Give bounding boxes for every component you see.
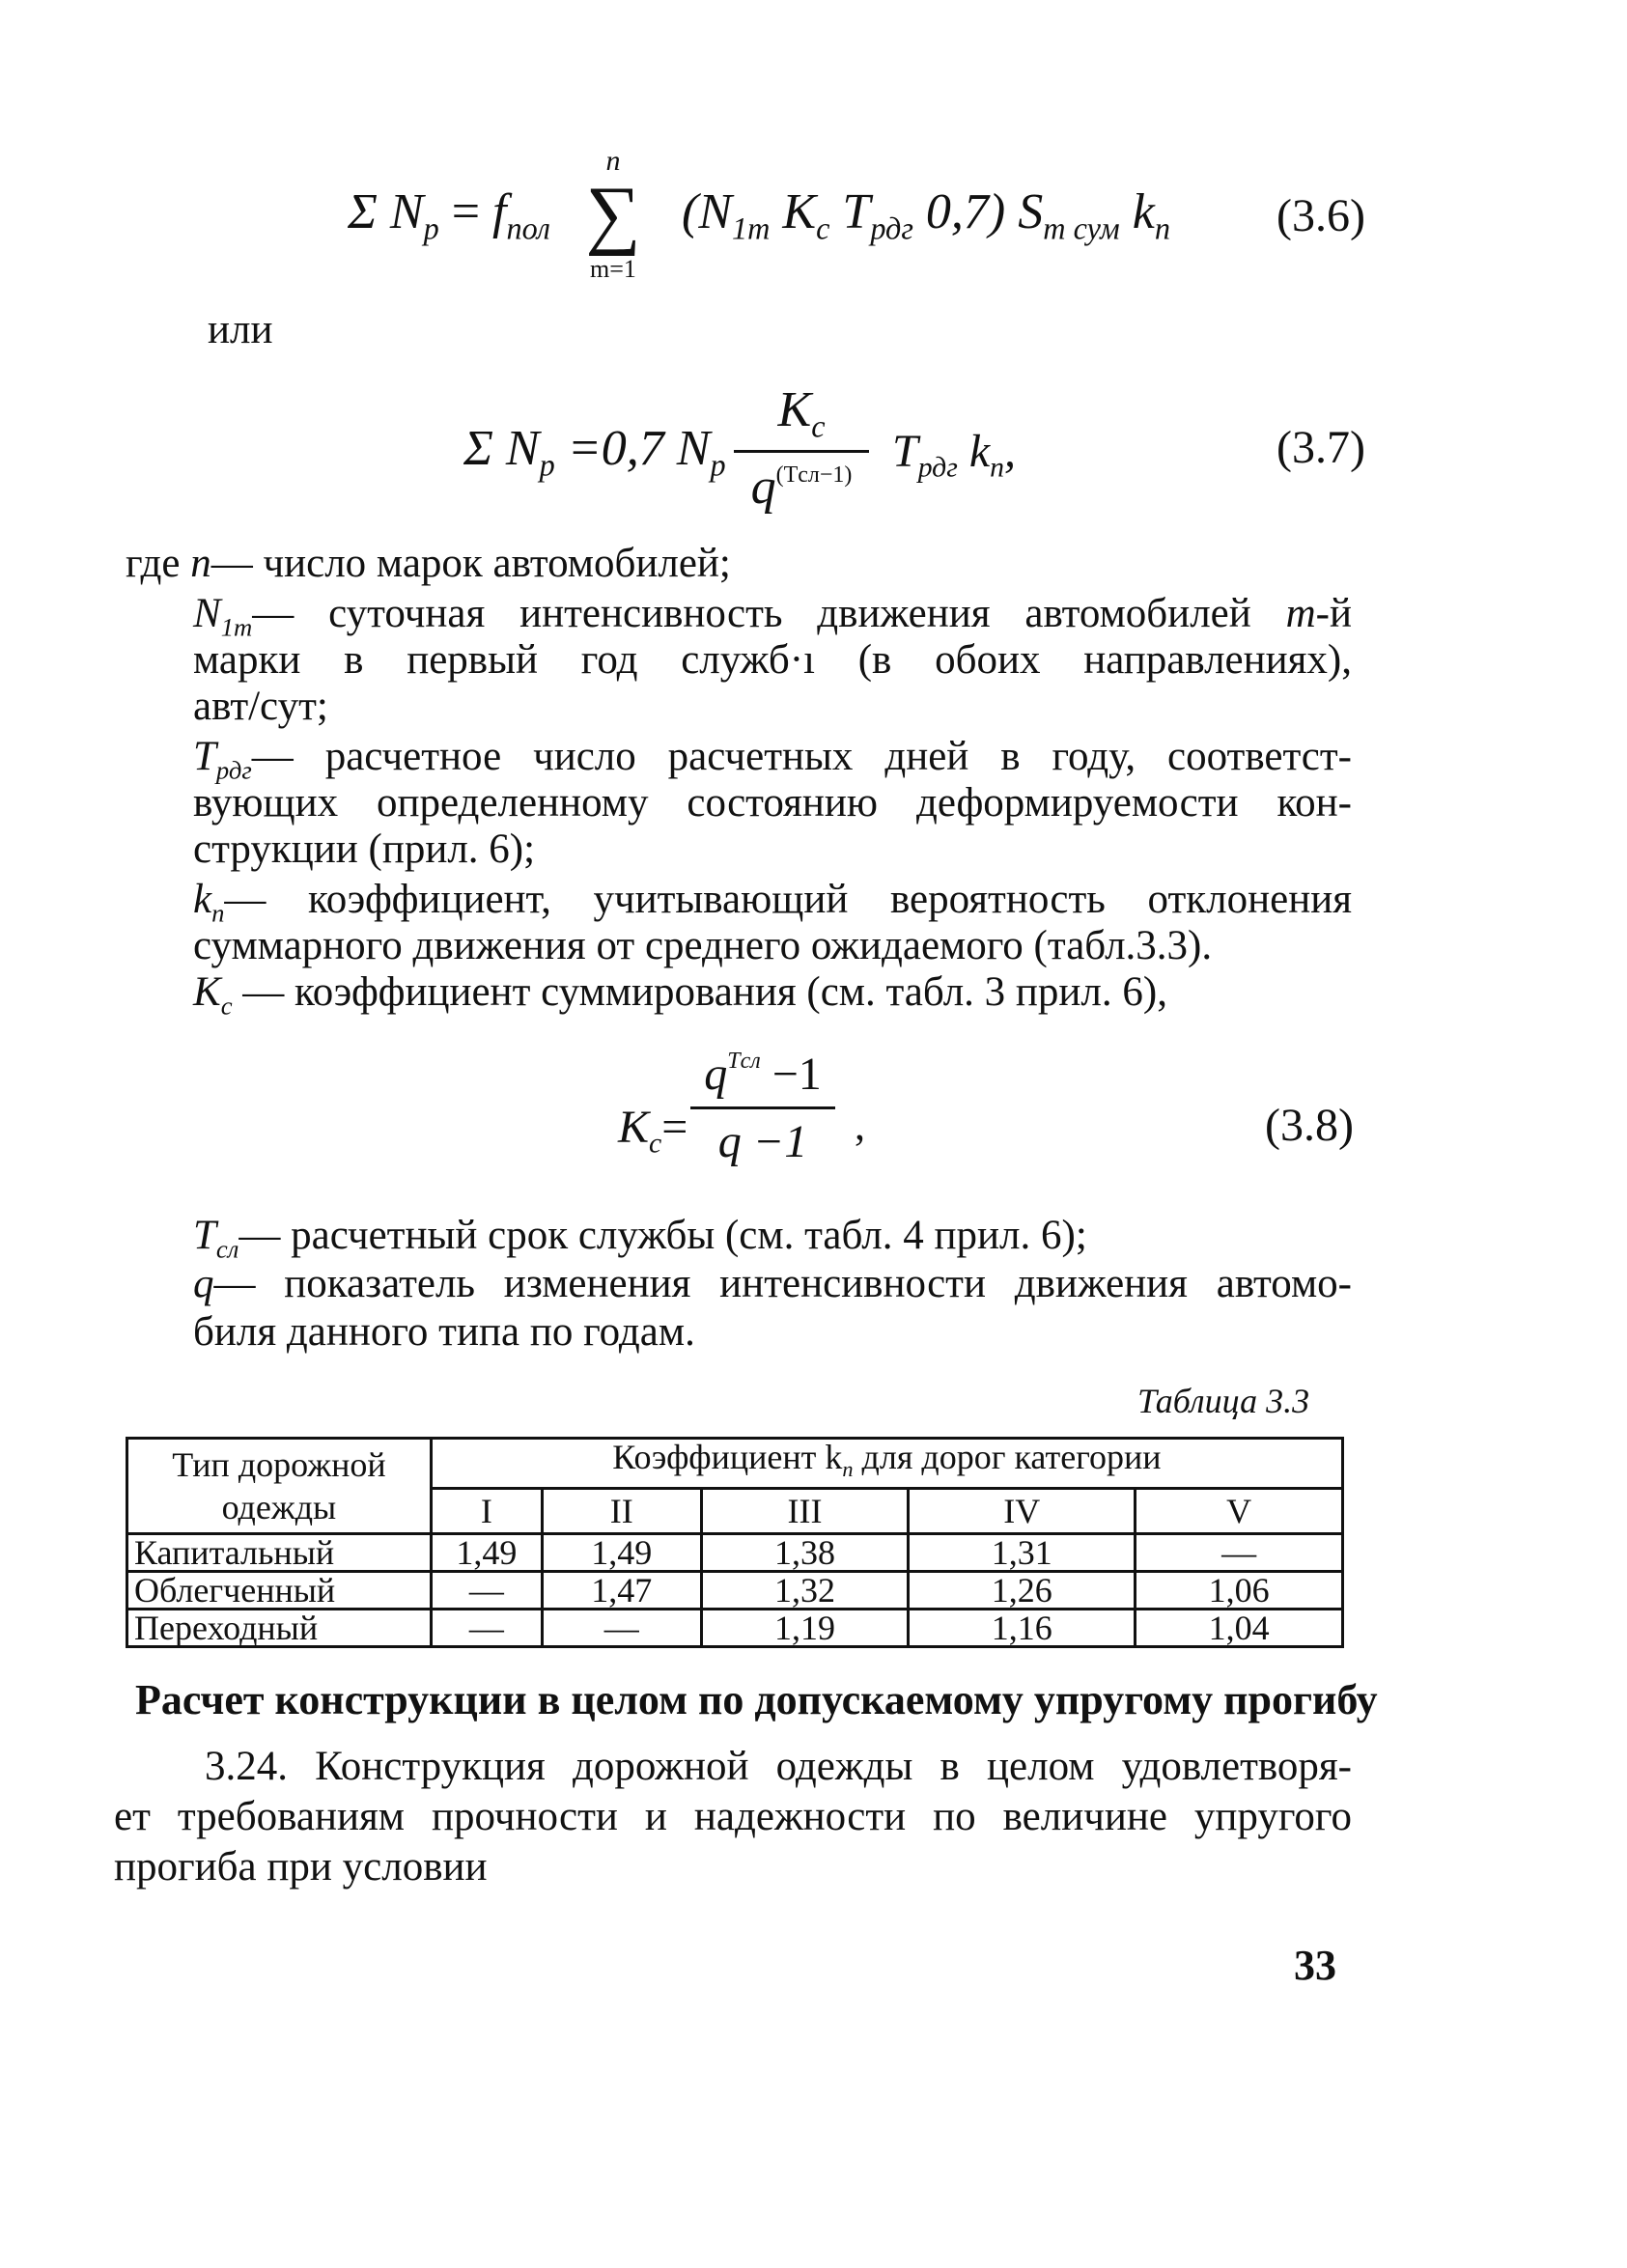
table-cell: — <box>431 1571 542 1609</box>
equation-number-3-8: (3.8) <box>1265 1100 1354 1151</box>
def-N1m-line3: авт/сут; <box>193 684 328 729</box>
def-Tsl: $T_{сл}—$ расчетный срок службы (см. табл. 4 прил. 6); <box>193 1213 1087 1264</box>
table-row <box>127 1571 1343 1609</box>
def-n: где n— число марок автомобилей; <box>126 541 731 586</box>
formula-3-6-eq: = <box>438 184 493 239</box>
def-Kc: $K_c$ — коэффициент суммирования (см. табл. 3 прил. 6), <box>193 969 1167 1021</box>
or-text: или <box>208 307 273 352</box>
def-kn-line2: суммарного движения от среднего ожидаемого (табл.3.3). <box>193 923 1213 968</box>
formula-3-6-body: ($N_{1m}$ $K_c$ $T_{рдг}$ 0,7) $S_{m сум}$ $k_n$ <box>682 184 1170 246</box>
sigma-icon: ∑ <box>585 172 641 257</box>
table-header-row <box>127 1439 1343 1489</box>
table-header-cat: II <box>542 1488 701 1533</box>
table-header-type: Тип дорожной одежды <box>127 1439 432 1534</box>
paragraph-3-24-line3: прогиба при условии <box>114 1844 488 1890</box>
sum-upper-limit: n <box>605 145 621 177</box>
table-header-cat: IV <box>909 1488 1136 1533</box>
table-cell: 1,26 <box>909 1571 1136 1609</box>
page-number: 33 <box>1294 1942 1336 1989</box>
table-row <box>127 1609 1343 1646</box>
equation-number-3-6: (3.6) <box>1276 190 1365 241</box>
coefficient-table <box>126 1437 1344 1648</box>
formula-3-7-tail: $T_{рдг}$ $k_n$, <box>892 426 1017 484</box>
table-cell: 1,38 <box>701 1533 909 1571</box>
table-header-cat: V <box>1136 1488 1343 1533</box>
table-cell: 1,16 <box>909 1609 1136 1646</box>
def-N1m-line2: марки в первый год служб·ı (в обоих направлениях), <box>193 637 1352 683</box>
table-cell-type: Переходный <box>127 1609 432 1646</box>
formula-3-7-fraction: $K_c$ $q^{(Tсл-1)}$ <box>734 381 869 516</box>
table-cell: 1,06 <box>1136 1571 1343 1609</box>
table-cell: — <box>542 1609 701 1646</box>
table-cell: 1,31 <box>909 1533 1136 1571</box>
table-header-cat: I <box>431 1488 542 1533</box>
table-cell: — <box>1136 1533 1343 1571</box>
formula-3-6 <box>348 145 1170 283</box>
def-N1m-line1: $N_{1m}—$ суточная интенсивность движения автомобилей m-й <box>193 591 1352 642</box>
table-row <box>127 1533 1343 1571</box>
formula-3-6-lhs: Σ $N_p$ <box>348 184 439 246</box>
table-cell-type: Облегченный <box>127 1571 432 1609</box>
formula-3-7: Σ $N_p =0,7$ $N_p$ <box>463 421 726 483</box>
table-cell: 1,19 <box>701 1609 909 1646</box>
table-cell: — <box>431 1609 542 1646</box>
def-q-line1: q— показатель изменения интенсивности движения автомо- <box>193 1261 1352 1306</box>
table-header-group: Коэффициент $k_n$ для дорог категории <box>431 1439 1342 1489</box>
table-cell-type: Капитальный <box>127 1533 432 1571</box>
table-header-cat: III <box>701 1488 909 1533</box>
summation-sign <box>570 145 657 284</box>
def-Trdg-line1: $T_{рдг}—$ расчетное число расчетных дней в году, соответст- <box>193 734 1352 785</box>
formula-3-8-comma: , <box>855 1102 865 1149</box>
table-cell: 1,04 <box>1136 1609 1343 1646</box>
def-kn-line1: $k_n—$ коэффициент, учитывающий вероятность отклонения <box>193 877 1352 928</box>
table-cell: 1,49 <box>542 1533 701 1571</box>
section-heading: Расчет конструкции в целом по допускаемому упругому прогибу <box>135 1676 1378 1723</box>
table-caption: Таблица 3.3 <box>1137 1382 1310 1420</box>
formula-3-8-fraction: $q^{Tсл} -1$ q −1 <box>690 1048 835 1168</box>
formula-3-8-lhs: $K_c=$ <box>618 1102 688 1160</box>
paragraph-3-24-line2: ет требованиям прочности и надежности по величине упругого <box>114 1794 1352 1839</box>
formula-3-6-f: $f_{пол}$ <box>492 184 550 246</box>
def-Trdg-line2: вующих определенному состоянию деформируемости кон- <box>193 780 1352 826</box>
table-cell: 1,32 <box>701 1571 909 1609</box>
paragraph-3-24-line1: 3.24. Конструкция дорожной одежды в целом удовлетворя- <box>205 1744 1352 1789</box>
def-q-line2: биля данного типа по годам. <box>193 1309 695 1355</box>
table-cell: 1,47 <box>542 1571 701 1609</box>
table-cell: 1,49 <box>431 1533 542 1571</box>
sum-lower-limit: m=1 <box>590 255 636 283</box>
equation-number-3-7: (3.7) <box>1276 422 1365 473</box>
def-Trdg-line3: струкции (прил. 6); <box>193 826 536 872</box>
